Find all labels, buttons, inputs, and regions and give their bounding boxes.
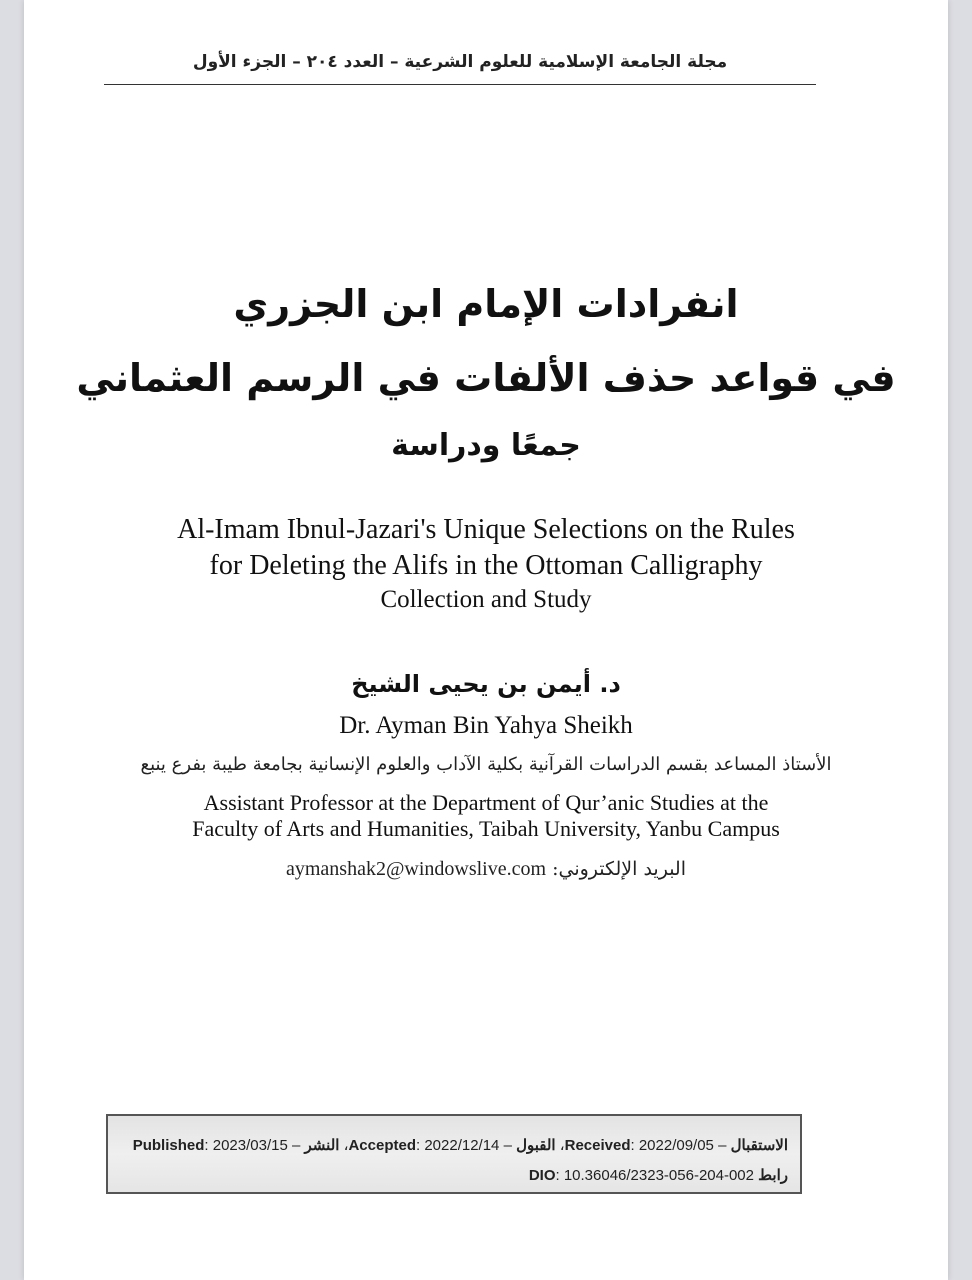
- accepted-date: 2022/12/14: [424, 1137, 500, 1154]
- author-name-english: Dr. Ayman Bin Yahya Sheikh: [339, 712, 633, 739]
- received-label-ar: الاستقبال: [730, 1137, 788, 1154]
- affiliation-english-line-2: Faculty of Arts and Humanities, Taibah University, Yanbu Campus: [192, 816, 780, 841]
- affiliation-arabic: الأستاذ المساعد بقسم الدراسات القرآنية بكلية الآداب والعلوم الإنسانية بجامعة طيبة بفرع ينبع: [140, 754, 832, 775]
- email-line: [64, 858, 908, 881]
- published-label-en: Published: [132, 1137, 205, 1154]
- doi-value[interactable]: 10.36046/2323-056-204-002: [563, 1167, 754, 1184]
- english-title-line-2: for Deleting the Alifs in the Ottoman Calligraphy: [209, 550, 763, 581]
- arabic-title-line-2: في قواعد حذف الألفات في الرسم العثماني: [76, 356, 896, 400]
- email-label: البريد الإلكتروني:: [552, 858, 686, 880]
- author-name-arabic: د. أيمن بن يحيى الشيخ: [351, 670, 621, 698]
- arabic-title-line-1: انفرادات الإمام ابن الجزري: [233, 282, 739, 326]
- accepted-label-ar: القبول: [516, 1137, 556, 1154]
- received-date: 2022/09/05: [638, 1137, 714, 1154]
- received-label-en: Received: [564, 1137, 631, 1154]
- journal-header: [104, 44, 816, 85]
- journal-header-text: مجلة الجامعة الإسلامية للعلوم الشرعية – العدد ٢٠٤ – الجزء الأول: [192, 52, 728, 72]
- email-address[interactable]: aymanshak2@windowslive.com: [286, 858, 547, 880]
- affiliation-english-line-1: Assistant Professor at the Department of Qur’anic Studies at the: [203, 790, 769, 815]
- dates-line: الاستقبال – Received: 2022/09/05، القبول – Accepted: 2022/12/14، النشر – Published: 2023/03/15: [132, 1137, 788, 1154]
- published-date: 2023/03/15: [212, 1137, 288, 1154]
- publication-dates-box: [106, 1114, 802, 1194]
- doi-line: رابط DIO: 10.36046/2323-056-204-002: [528, 1167, 788, 1184]
- accepted-label-en: Accepted: [348, 1137, 416, 1154]
- english-title-line-1: Al-Imam Ibnul-Jazari's Unique Selections on the Rules: [177, 514, 795, 545]
- english-subtitle: Collection and Study: [380, 586, 592, 613]
- doi-label-ar: رابط: [758, 1167, 788, 1184]
- document-page: [24, 0, 948, 1280]
- published-label-ar: النشر: [304, 1137, 340, 1154]
- arabic-subtitle: جمعًا ودراسة: [391, 428, 581, 463]
- doi-label-en: DIO: [528, 1167, 556, 1184]
